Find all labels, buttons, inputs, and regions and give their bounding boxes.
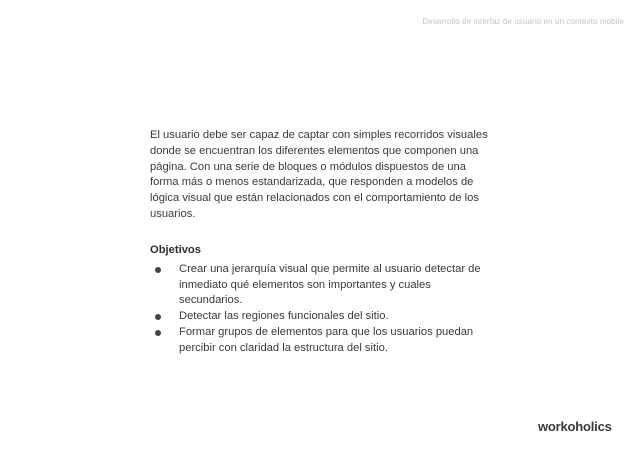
objective-item — [150, 309, 490, 325]
objective-text: Formar grupos de elementos para que los usuarios puedan percibir con claridad la estructura del sitio. — [179, 325, 474, 354]
objective-text: Detectar las regiones funcionales del sitio. — [179, 310, 389, 323]
bullet-icon — [155, 330, 161, 336]
objective-item — [150, 325, 490, 357]
document-header-title: Desarrollo de interfaz de usuario en un contexto mobile — [422, 17, 624, 26]
objective-item — [150, 262, 490, 309]
bullet-icon — [155, 267, 161, 273]
objectives-list — [150, 262, 490, 357]
objective-text: Crear una jerarquía visual que permite al usuario detectar de inmediato qué elementos son importantes y cuales secundarios. — [179, 262, 481, 307]
main-content — [150, 128, 490, 357]
objectives-heading: Objetivos — [150, 243, 201, 256]
bullet-icon — [155, 314, 161, 320]
intro-paragraph: El usuario debe ser capaz de captar con simples recorridos visuales donde se encuentran los diferentes elementos que componen una página. Con una serie de bloques o módulos dispuestos de una forma más o menos estandarizada, que responden a modelos de lógica visual que están relacionados con el comportamiento de los usuarios. — [150, 129, 488, 220]
workoholics-logo: workoholics — [538, 419, 612, 434]
